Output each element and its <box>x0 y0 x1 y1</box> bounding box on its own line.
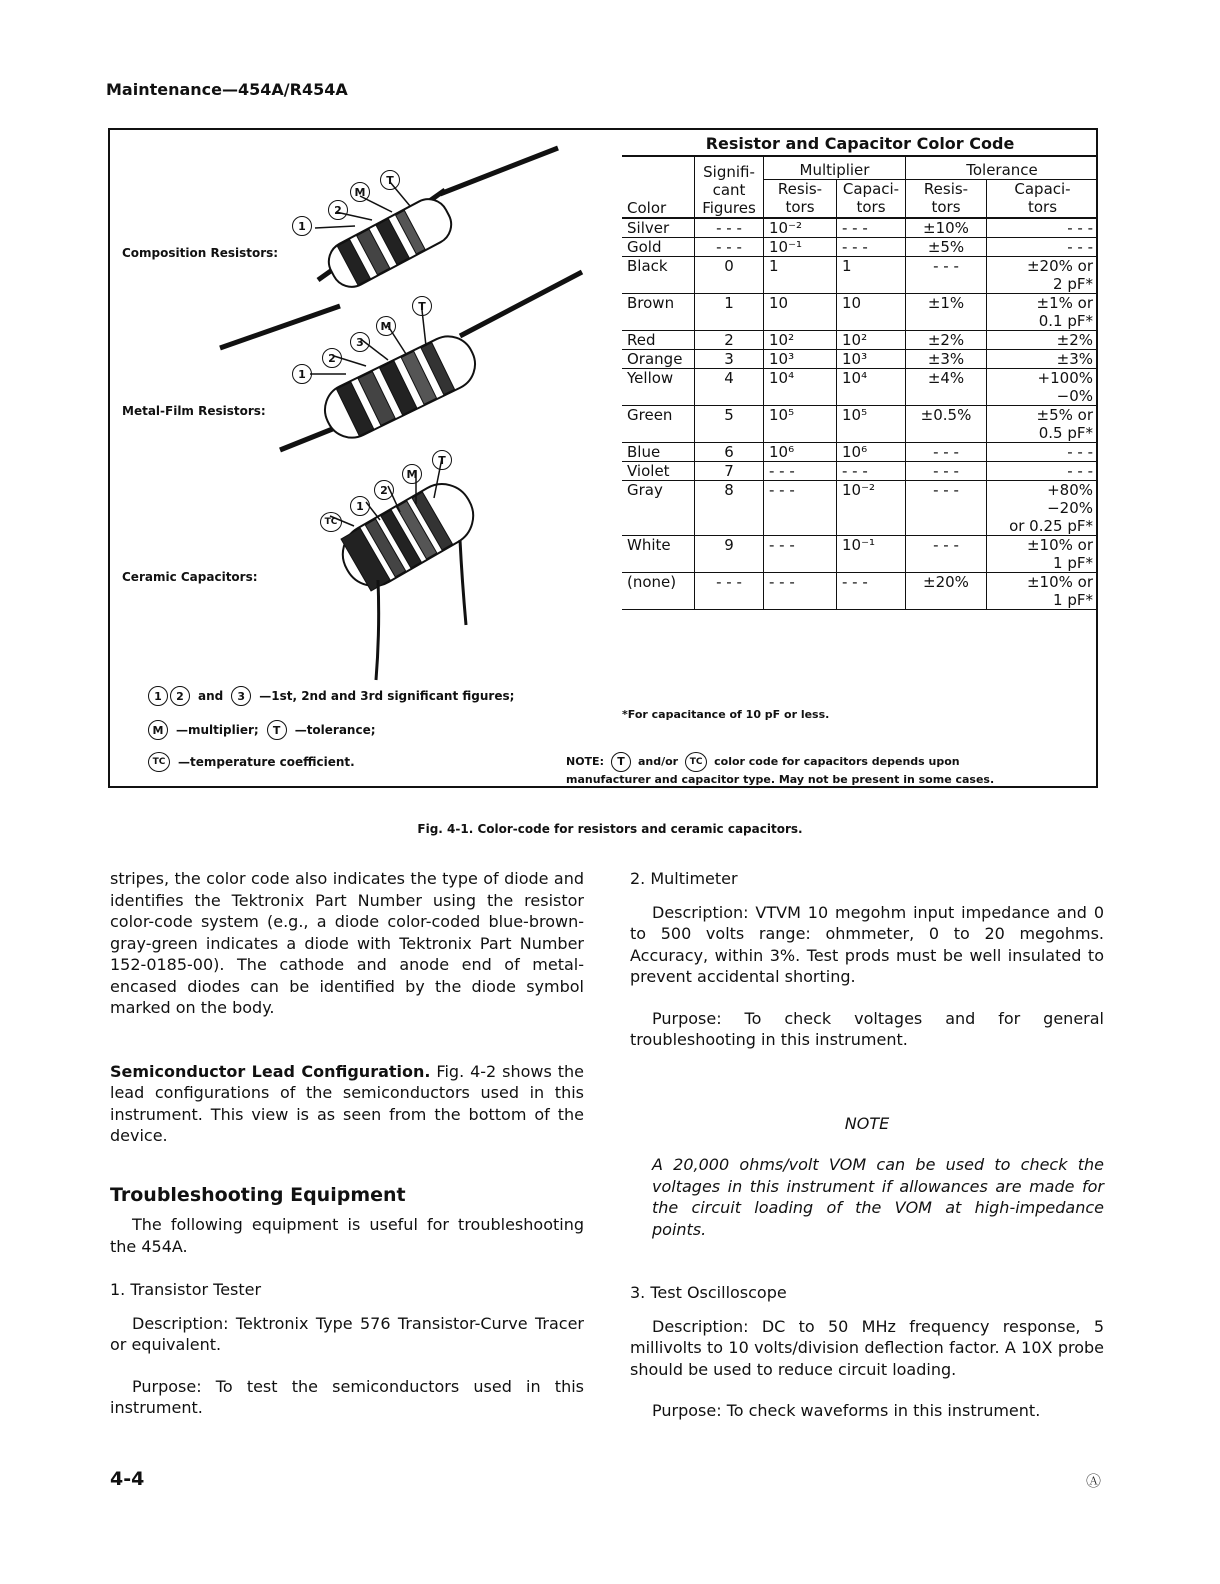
item2-purpose: Purpose: To check voltages and for general troubleshooting in this instrument. <box>630 1008 1104 1049</box>
legend-tempco-text: —temperature coefficient. <box>178 755 355 769</box>
cell-sig: 4 <box>695 369 764 406</box>
note-heading: NOTE <box>844 1113 890 1133</box>
cell-tol-res: ±20% <box>906 573 987 610</box>
cell-mult-res: 10³ <box>764 350 837 369</box>
cell-mult-res: 10⁴ <box>764 369 837 406</box>
ceramic-capacitor-drawing <box>330 458 484 680</box>
cell-mult-cap: 10⁴ <box>837 369 906 406</box>
table-footnote: *For capacitance of 10 pF or less. <box>622 708 830 721</box>
cell-color: Red <box>622 331 695 350</box>
page-header: Maintenance—454A/R454A <box>106 80 348 99</box>
hdr-multiplier: Multiplier <box>764 157 906 180</box>
marker-1-ceramic: 1 <box>350 496 370 516</box>
cell-mult-res: 10² <box>764 331 837 350</box>
legend-and: and <box>198 689 224 703</box>
troubleshooting-intro: The following equipment is useful for troubleshooting the 454A. <box>110 1215 584 1256</box>
cell-tol-cap: ±20% or 2 pF* <box>987 257 1099 294</box>
cell-sig: - - - <box>695 573 764 610</box>
item1-purpose: Purpose: To test the semiconductors used in this instrument. <box>110 1376 584 1417</box>
cell-color: Blue <box>622 443 695 462</box>
cell-mult-res: 10⁶ <box>764 443 837 462</box>
hdr-tolerance: Tolerance <box>906 157 1099 180</box>
note-text1: color code for capacitors depends upon <box>714 755 960 768</box>
metal-film-label: Metal-Film Resistors: <box>122 404 266 418</box>
legend-marker-tc: TC <box>148 752 170 772</box>
item3-description: Description: DC to 50 MHz frequency response, 5 millivolts to 10 volts/division deflection factor. A 10X probe should be used to reduce circuit loading. <box>630 1316 1104 1379</box>
legend-mult-tol <box>148 720 376 740</box>
cell-color: Yellow <box>622 369 695 406</box>
marker-2-composition: 2 <box>328 200 348 220</box>
figure-caption: Fig. 4-1. Color-code for resistors and ceramic capacitors. <box>417 822 803 836</box>
left-column <box>110 868 584 1419</box>
cell-sig: - - - <box>695 238 764 257</box>
cell-sig: 2 <box>695 331 764 350</box>
table-row <box>622 406 1098 443</box>
cell-color: (none) <box>622 573 695 610</box>
legend-mult-text: —multiplier; <box>176 723 259 737</box>
cell-tol-res: - - - <box>906 481 987 536</box>
cell-sig: 1 <box>695 294 764 331</box>
cell-sig: 7 <box>695 462 764 481</box>
cell-mult-cap: 10⁵ <box>837 406 906 443</box>
cell-sig: 6 <box>695 443 764 462</box>
table-row <box>622 369 1098 406</box>
cell-mult-res: - - - <box>764 536 837 573</box>
legend-sig-text: —1st, 2nd and 3rd significant figures; <box>259 689 515 703</box>
cell-color: Violet <box>622 462 695 481</box>
cell-tol-cap: - - - <box>987 443 1099 462</box>
cell-mult-cap: 10⁻¹ <box>837 536 906 573</box>
cell-mult-cap: 1 <box>837 257 906 294</box>
marker-1-metal: 1 <box>292 364 312 384</box>
table-row <box>622 350 1098 369</box>
right-column <box>630 868 1104 1422</box>
item3-purpose: Purpose: To check waveforms in this instrument. <box>652 1401 1041 1420</box>
cell-sig: - - - <box>695 218 764 238</box>
cell-color: Black <box>622 257 695 294</box>
page-number: 4-4 <box>110 1468 145 1490</box>
table-row <box>622 573 1098 610</box>
hdr-mult-cap: Capaci- tors <box>837 180 906 218</box>
cell-mult-res: - - - <box>764 462 837 481</box>
marker-2-metal: 2 <box>322 348 342 368</box>
cell-mult-cap: 10⁻² <box>837 481 906 536</box>
hdr-color: Color <box>622 157 695 218</box>
note-body: A 20,000 ohms/volt VOM can be used to check the voltages in this instrument if allowances are made for the circuit loading of the VOM at high-impedance points. <box>652 1155 1104 1239</box>
marker-t-ceramic: T <box>432 450 452 470</box>
cell-mult-cap: 10² <box>837 331 906 350</box>
troubleshooting-heading: Troubleshooting Equipment <box>110 1183 406 1206</box>
legend-marker-3: 3 <box>231 686 251 706</box>
cell-color: Silver <box>622 218 695 238</box>
item1-description: Description: Tektronix Type 576 Transistor-Curve Tracer or equivalent. <box>110 1313 584 1354</box>
cell-mult-cap: 10⁶ <box>837 443 906 462</box>
cell-mult-cap: 10 <box>837 294 906 331</box>
legend-tol-text: —tolerance; <box>294 723 376 737</box>
table-row <box>622 218 1098 238</box>
marker-t-metal: T <box>412 296 432 316</box>
item2-description: Description: VTVM 10 megohm input impedance and 0 to 500 volts range: ohmmeter, 0 to 20 megohms. Accuracy, within 3%. Test prods must be well insulated to prevent accidental shorting. <box>630 902 1104 986</box>
table-row <box>622 536 1098 573</box>
note-marker-t: T <box>611 752 631 772</box>
metal-film-resistor-drawing <box>220 272 582 450</box>
cell-tol-res: ±0.5% <box>906 406 987 443</box>
table-row <box>622 238 1098 257</box>
cell-color: Orange <box>622 350 695 369</box>
cell-mult-res: 10⁵ <box>764 406 837 443</box>
item1-title: 1. Transistor Tester <box>110 1280 262 1299</box>
cell-tol-res: - - - <box>906 443 987 462</box>
cell-mult-res: - - - <box>764 573 837 610</box>
cell-sig: 9 <box>695 536 764 573</box>
semiconductor-text: Fig. 4-2 shows the lead configurations of the semiconductors used in this instrument. This view is as seen from the bottom of the device. <box>110 1061 585 1145</box>
figure-note <box>566 752 1096 788</box>
legend-marker-2: 2 <box>170 686 190 706</box>
marker-1-composition: 1 <box>292 216 312 236</box>
marker-m-ceramic: M <box>402 464 422 484</box>
color-code-table <box>622 157 1098 610</box>
item2-title: 2. Multimeter <box>630 869 738 888</box>
cell-tol-res: ±3% <box>906 350 987 369</box>
cell-color: Gold <box>622 238 695 257</box>
cell-tol-cap: ±3% <box>987 350 1099 369</box>
cell-mult-cap: - - - <box>837 238 906 257</box>
table-row <box>622 331 1098 350</box>
legend-marker-1: 1 <box>148 686 168 706</box>
marker-3-metal: 3 <box>350 332 370 352</box>
table-row <box>622 462 1098 481</box>
cell-mult-res: 1 <box>764 257 837 294</box>
cell-color: White <box>622 536 695 573</box>
marker-tc-ceramic: TC <box>320 512 342 532</box>
table-row <box>622 257 1098 294</box>
cell-tol-cap: ±5% or 0.5 pF* <box>987 406 1099 443</box>
cell-tol-res: ±4% <box>906 369 987 406</box>
semiconductor-head: Semiconductor Lead Configuration. <box>110 1061 431 1081</box>
color-code-table-wrap <box>622 134 1098 610</box>
revision-mark: Ⓐ <box>1086 1472 1102 1490</box>
cell-mult-res: - - - <box>764 481 837 536</box>
table-row <box>622 443 1098 462</box>
semiconductor-paragraph <box>110 1061 584 1147</box>
marker-t-composition: T <box>380 170 400 190</box>
marker-m-metal: M <box>376 316 396 336</box>
cell-sig: 8 <box>695 481 764 536</box>
note-andor: and/or <box>637 755 679 768</box>
hdr-sig: Signifi- cant Figures <box>695 157 764 218</box>
cell-tol-res: - - - <box>906 536 987 573</box>
legend-marker-t: T <box>267 720 287 740</box>
cell-mult-res: 10⁻² <box>764 218 837 238</box>
cell-tol-cap: ±10% or 1 pF* <box>987 573 1099 610</box>
table-row <box>622 481 1098 536</box>
cell-sig: 3 <box>695 350 764 369</box>
note-marker-tc: TC <box>685 752 707 772</box>
cell-tol-cap: - - - <box>987 238 1099 257</box>
table-row <box>622 294 1098 331</box>
cell-color: Green <box>622 406 695 443</box>
legend-tempco <box>148 752 355 772</box>
legend-sig-figs <box>148 686 514 706</box>
color-code-figure <box>108 128 1098 788</box>
note-label: NOTE: <box>566 755 604 768</box>
cell-sig: 0 <box>695 257 764 294</box>
cell-mult-cap: 10³ <box>837 350 906 369</box>
item3-title: 3. Test Oscilloscope <box>630 1283 787 1302</box>
cell-tol-cap: +80% −20% or 0.25 pF* <box>987 481 1099 536</box>
cell-tol-res: ±5% <box>906 238 987 257</box>
cell-tol-cap: - - - <box>987 462 1099 481</box>
cell-tol-cap: ±1% or 0.1 pF* <box>987 294 1099 331</box>
ceramic-label: Ceramic Capacitors: <box>122 570 258 584</box>
legend-marker-m: M <box>148 720 168 740</box>
color-code-table-title: Resistor and Capacitor Color Code <box>622 134 1098 157</box>
cell-mult-res: 10 <box>764 294 837 331</box>
cell-tol-cap: ±10% or 1 pF* <box>987 536 1099 573</box>
cell-tol-res: ±1% <box>906 294 987 331</box>
note-text2: manufacturer and capacitor type. May not be present in some cases. <box>566 773 995 786</box>
cell-tol-res: - - - <box>906 462 987 481</box>
marker-2-ceramic: 2 <box>374 480 394 500</box>
cell-tol-res: ±2% <box>906 331 987 350</box>
cell-mult-cap: - - - <box>837 218 906 238</box>
cell-tol-cap: +100% −0% <box>987 369 1099 406</box>
marker-m-composition: M <box>350 182 370 202</box>
cell-color: Brown <box>622 294 695 331</box>
composition-resistor-drawing <box>315 148 558 294</box>
cell-tol-res: - - - <box>906 257 987 294</box>
cell-color: Gray <box>622 481 695 536</box>
cell-mult-cap: - - - <box>837 462 906 481</box>
cell-tol-cap: ±2% <box>987 331 1099 350</box>
cell-mult-cap: - - - <box>837 573 906 610</box>
composition-label: Composition Resistors: <box>122 246 279 260</box>
hdr-mult-res: Resis- tors <box>764 180 837 218</box>
cell-sig: 5 <box>695 406 764 443</box>
hdr-tol-res: Resis- tors <box>906 180 987 218</box>
hdr-tol-cap: Capaci- tors <box>1014 180 1071 217</box>
cell-tol-cap: - - - <box>987 218 1099 238</box>
cell-tol-res: ±10% <box>906 218 987 238</box>
diode-paragraph: stripes, the color code also indicates the type of diode and identifies the Tektronix Part Number using the resistor color-code system (e.g., a diode color-coded blue-brown-gray-green indicates a diode with Tektronix Part Number 152-0185-00). The cathode and anode end of metal-encased diodes can be identified by the diode symbol marked on the body. <box>110 869 584 1017</box>
cell-mult-res: 10⁻¹ <box>764 238 837 257</box>
